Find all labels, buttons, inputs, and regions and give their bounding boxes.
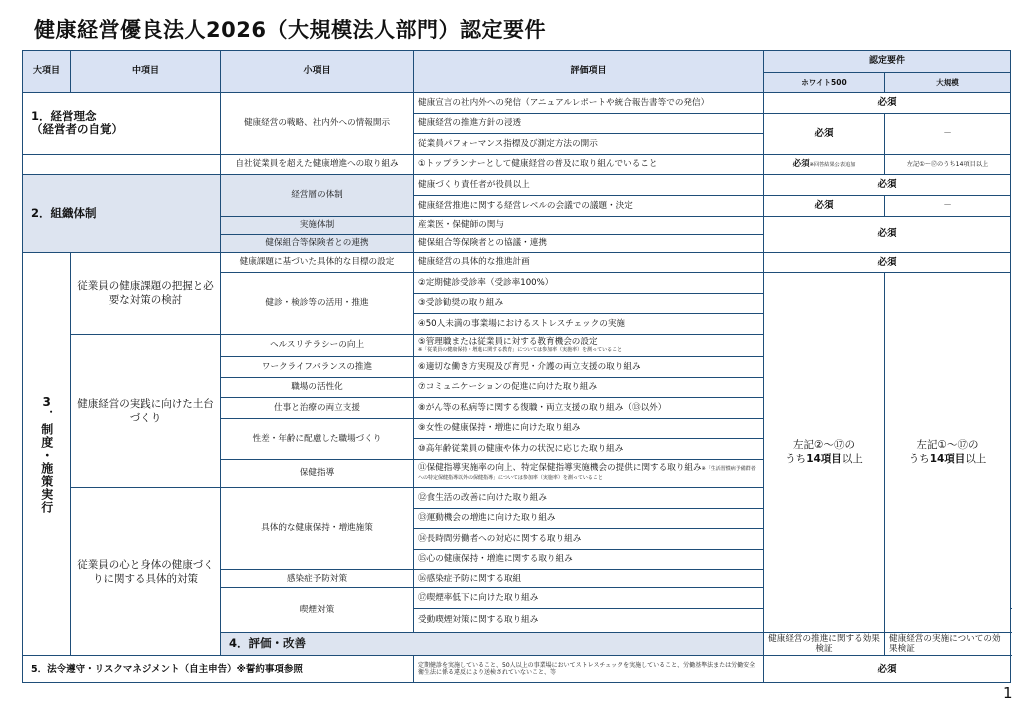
header-evaluation: 評価項目 xyxy=(414,51,764,93)
header-minor: 小項目 xyxy=(221,51,414,93)
header-middle: 中項目 xyxy=(71,51,221,93)
cat3-item-11-note: ※「生活習慣病予備群者への特定保健指導以外の保健指導」については参加率（実施率）を測っていること xyxy=(418,465,756,482)
cat3-req-w500-count: 14項目 xyxy=(806,453,842,466)
cat2-item-4: 健保組合等保険者との協議・連携 xyxy=(414,234,764,252)
cat3-mid-mind-body: 従業員の心と身体の健康づくりに関する具体的対策 xyxy=(71,487,221,656)
cat1-item-1: 健康宣言の社内外への発信（アニュアルレポートや統合報告書等での発信） xyxy=(414,93,764,114)
certification-requirements-table xyxy=(22,50,1011,683)
cat3-item-3: ③受診勧奨の取り組み xyxy=(414,293,764,314)
cat3-item-11-text: ⑪保健指導実施率の向上、特定保健指導実施機会の提供に関する取り組み xyxy=(418,462,702,473)
header-requirement: 認定要件 xyxy=(764,51,1011,73)
cat3-req-top: 必須 xyxy=(764,252,1011,273)
cat3-item-16: ⑯感染症予防に関する取組 xyxy=(414,570,764,588)
cat3-sub-treatment: 仕事と治療の両立支援 xyxy=(221,398,414,419)
cat5-req: 必須 xyxy=(764,656,1011,683)
cat2-sub-implementation: 実施体制 xyxy=(221,216,414,234)
cat2-item-3: 産業医・保健師の関与 xyxy=(414,216,764,234)
cat2-sub-management: 経営層の体制 xyxy=(221,175,414,216)
category-4-label: 4．評価・改善 xyxy=(221,632,764,656)
cat3-item-9: ⑨女性の健康保持・増進に向けた取り組み xyxy=(414,418,764,439)
page-number: 1 xyxy=(1003,684,1013,702)
cat3-req-large-count: 14項目 xyxy=(929,453,966,466)
cat1-req-4-w500 xyxy=(764,154,885,175)
header-white500: ホワイト500 xyxy=(764,73,885,93)
category-1-label xyxy=(23,93,221,155)
cat3-item-5-note: ※「従業員の健康保持・増進に関する教育」については参加率（実施率）を測っていること xyxy=(418,346,623,353)
cat3-req-w500-line2 xyxy=(768,452,880,467)
cat1-req-4-large: 左記①～⑰のうち14項目以上 xyxy=(885,154,1011,175)
cat3-item-10: ⑩高年齢従業員の健康や体力の状況に応じた取り組み xyxy=(414,439,764,460)
cat3-item-5-text: ⑤管理職または従業員に対する教育機会の設定 xyxy=(418,337,598,348)
cat2-item-2: 健康経営推進に関する経営レベルの会議での議題・決定 xyxy=(414,195,764,216)
cat3-item-plan: 健康経営の具体的な推進計画 xyxy=(414,252,764,273)
cat3-sub-gender-age: 性差・年齢に配慮した職場づくり xyxy=(221,418,414,459)
cat3-req-large-or-more: 以上 xyxy=(965,453,987,466)
cat3-item-7: ⑦コミュニケーションの促進に向けた取り組み xyxy=(414,377,764,398)
cat1-req-23-w500: 必須 xyxy=(764,113,885,154)
cat3-item-8: ⑧がん等の私病等に関する復職・両立支援の取り組み（⑬以外） xyxy=(414,398,764,419)
header-major: 大項目 xyxy=(23,51,71,93)
cat1-req-23-large: － xyxy=(885,113,1011,154)
cat2-req-1: 必須 xyxy=(764,175,1011,196)
cat3-item-18: 受動喫煙対策に関する取り組み xyxy=(414,608,764,632)
cat1-req-4-w500-main: 必須 xyxy=(792,159,810,170)
cat3-sub-smoking: 喫煙対策 xyxy=(221,588,414,632)
cat3-req-w500-line1: 左記②～⑰の xyxy=(793,438,855,451)
cat3-item-4: ④50人未満の事業場におけるストレスチェックの実施 xyxy=(414,314,764,335)
cat3-sub-worklife: ワークライフバランスの推進 xyxy=(221,356,414,377)
cat4-item: 健康経営の実施についての効果検証 xyxy=(885,632,1011,656)
page-title: 健康経営優良法人2026（大規模法人部門）認定要件 xyxy=(34,18,546,42)
cat1-item-4: ①トップランナーとして健康経営の普及に取り組んでいること xyxy=(414,154,764,175)
cat3-sub-goals: 健康課題に基づいた具体的な目標の設定 xyxy=(221,252,414,273)
category-1-line2: （経営者の自覚） xyxy=(31,122,123,137)
cat1-req-4-w500-note: ※回答結果公表追加 xyxy=(809,162,856,169)
cat3-sub-literacy: ヘルスリテラシーの向上 xyxy=(221,334,414,356)
cat3-item-15: ⑮心の健康保持・増進に関する取り組み xyxy=(414,549,764,570)
cat3-sub-promotion: 具体的な健康保持・増進施策 xyxy=(221,487,414,569)
cat2-item-1: 健康づくり責任者が役員以上 xyxy=(414,175,764,196)
cat3-req-w500-or-more: 以上 xyxy=(841,453,863,466)
cat3-req-large-line2 xyxy=(889,452,1006,467)
cat3-item-12: ⑫食生活の改善に向けた取り組み xyxy=(414,487,764,508)
cat3-req-large-of: うち xyxy=(908,453,930,466)
cat1-req-1: 必須 xyxy=(764,93,1011,114)
category-1-line1: 1．経営理念 xyxy=(31,108,97,123)
cat3-req-w500-of: うち xyxy=(785,453,807,466)
cat3-item-13: ⑬運動機会の増進に向けた取り組み xyxy=(414,508,764,529)
category-5-label: 5．法令遵守・リスクマネジメント（自主申告）※誓約事項参照 xyxy=(23,656,414,683)
cat2-req-2-large: － xyxy=(885,195,1011,216)
cat3-item-6: ⑥適切な働き方実現及び育児・介護の両立支援の取り組み xyxy=(414,356,764,377)
header-large: 大規模 xyxy=(885,73,1011,93)
cat5-item: 定期健診を実施していること、50人以上の事業場においてストレスチェックを実施していること、労働基準法または労働安全衛生法に係る違反により送検されていないこと、等 xyxy=(414,656,764,683)
cat2-req-2-w500: 必須 xyxy=(764,195,885,216)
cat3-item-2: ②定期健診受診率（受診率100%） xyxy=(414,273,764,294)
cat1-item-2: 健康経営の推進方針の浸透 xyxy=(414,113,764,134)
category-2-label: 2．組織体制 xyxy=(23,175,221,252)
cat3-sub-guidance: 保健指導 xyxy=(221,459,414,487)
cat3-req-large-line1: 左記①～⑰の xyxy=(916,438,979,451)
cat3-sub-activation: 職場の活性化 xyxy=(221,377,414,398)
cat3-mid-foundation: 健康経営の実践に向けた土台づくり xyxy=(71,334,221,487)
cat1-item-3: 従業員パフォーマンス指標及び測定方法の開示 xyxy=(414,134,764,155)
cat1-spacer xyxy=(23,154,221,175)
cat3-item-5 xyxy=(414,334,764,356)
cat1-sub-beyond: 自社従業員を超えた健康増進への取り組み xyxy=(221,154,414,175)
category-3-label: 3．制度・施策実行 xyxy=(23,252,71,656)
cat3-item-14: ⑭長時間労働者への対応に関する取り組み xyxy=(414,529,764,550)
cat3-sub-checkups: 健診・検診等の活用・推進 xyxy=(221,273,414,335)
cat3-req-large xyxy=(885,273,1011,633)
cat3-sub-infection: 感染症予防対策 xyxy=(221,570,414,588)
cat4-sub: 健康経営の推進に関する効果検証 xyxy=(764,632,885,656)
cat3-mid-health-issues: 従業員の健康課題の把握と必要な対策の検討 xyxy=(71,252,221,334)
cat2-sub-insurer: 健保組合等保険者との連携 xyxy=(221,234,414,252)
cat3-req-w500 xyxy=(764,273,885,633)
cat2-req-34: 必須 xyxy=(764,216,1011,252)
cat1-sub-strategy: 健康経営の戦略、社内外への情報開示 xyxy=(221,93,414,155)
cat3-item-17: ⑰喫煙率低下に向けた取り組み xyxy=(414,588,764,609)
cat3-item-11 xyxy=(414,459,764,487)
